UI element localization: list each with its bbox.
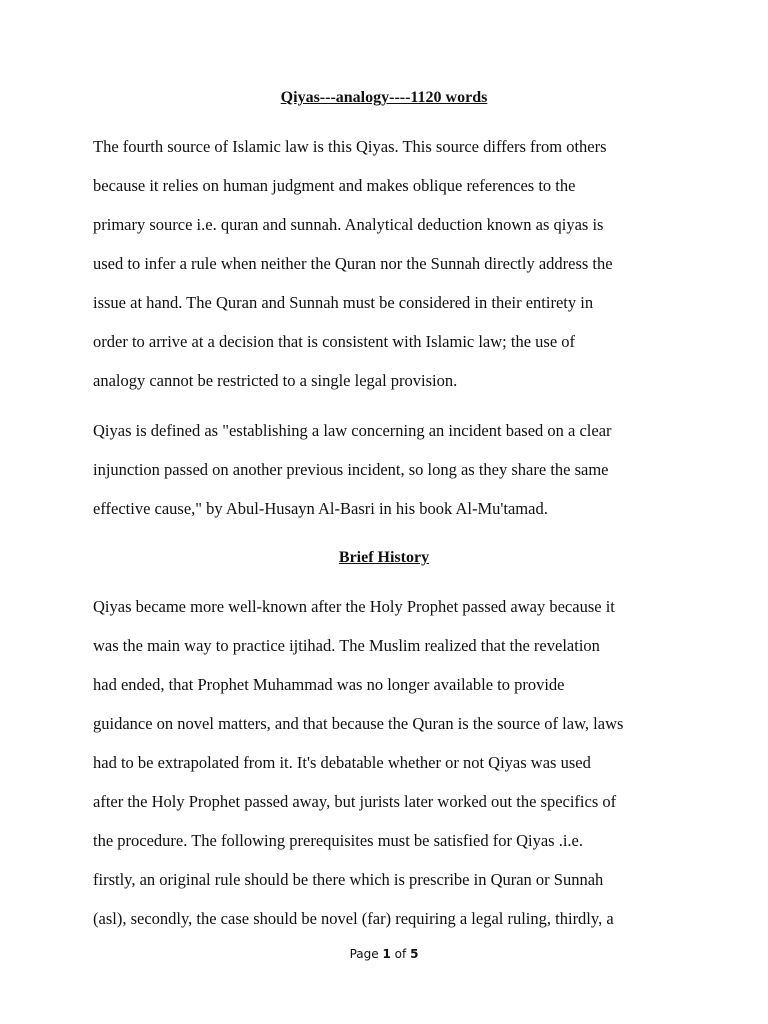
of-word: of [394,947,407,961]
paragraph-line: effective cause," by Abul-Husayn Al-Basri in his book Al-Mu'tamad. [93,499,548,518]
page-total: 5 [410,947,419,961]
paragraph-line: issue at hand. The Quran and Sunnah must be considered in their entirety in [93,293,594,312]
paragraph-line: firstly, an original rule should be there which is prescribe in Quran or Sunnah [93,870,604,889]
paragraph-line: injunction passed on another previous incident, so long as they share the same [93,460,609,479]
paragraph-line: had to be extrapolated from it. It's debatable whether or not Qiyas was used [93,753,591,772]
paragraph-line: analogy cannot be restricted to a single legal provision. [93,371,458,390]
page-footer [0,946,768,962]
paragraph-line: the procedure. The following prerequisites must be satisfied for Qiyas .i.e. [93,831,583,850]
paragraph-line: after the Holy Prophet passed away, but jurists later worked out the specifics of [93,792,617,811]
paragraph-line: was the main way to practice ijtihad. The Muslim realized that the revelation [93,636,600,655]
paragraph-line: Qiyas is defined as "establishing a law concerning an incident based on a clear [93,421,612,440]
paragraph-line: The fourth source of Islamic law is this Qiyas. This source differs from others [93,137,607,156]
paragraph-line: because it relies on human judgment and makes oblique references to the [93,176,576,195]
paragraph-line: used to infer a rule when neither the Quran nor the Sunnah directly address the [93,254,613,273]
paragraph-line: Qiyas became more well-known after the Holy Prophet passed away because it [93,597,615,616]
page-word: Page [349,947,379,961]
paragraph-line: had ended, that Prophet Muhammad was no longer available to provide [93,675,565,694]
paragraph-line: primary source i.e. quran and sunnah. Analytical deduction known as qiyas is [93,215,604,234]
paragraph-line: order to arrive at a decision that is consistent with Islamic law; the use of [93,332,576,351]
document-title: Qiyas---analogy----1120 words [280,89,488,106]
section-heading: Brief History [338,549,430,566]
paragraph-line: guidance on novel matters, and that because the Quran is the source of law, laws [93,714,624,733]
paragraph-line: (asl), secondly, the case should be novel (far) requiring a legal ruling, thirdly, a [93,909,614,928]
page-current: 1 [382,947,391,961]
